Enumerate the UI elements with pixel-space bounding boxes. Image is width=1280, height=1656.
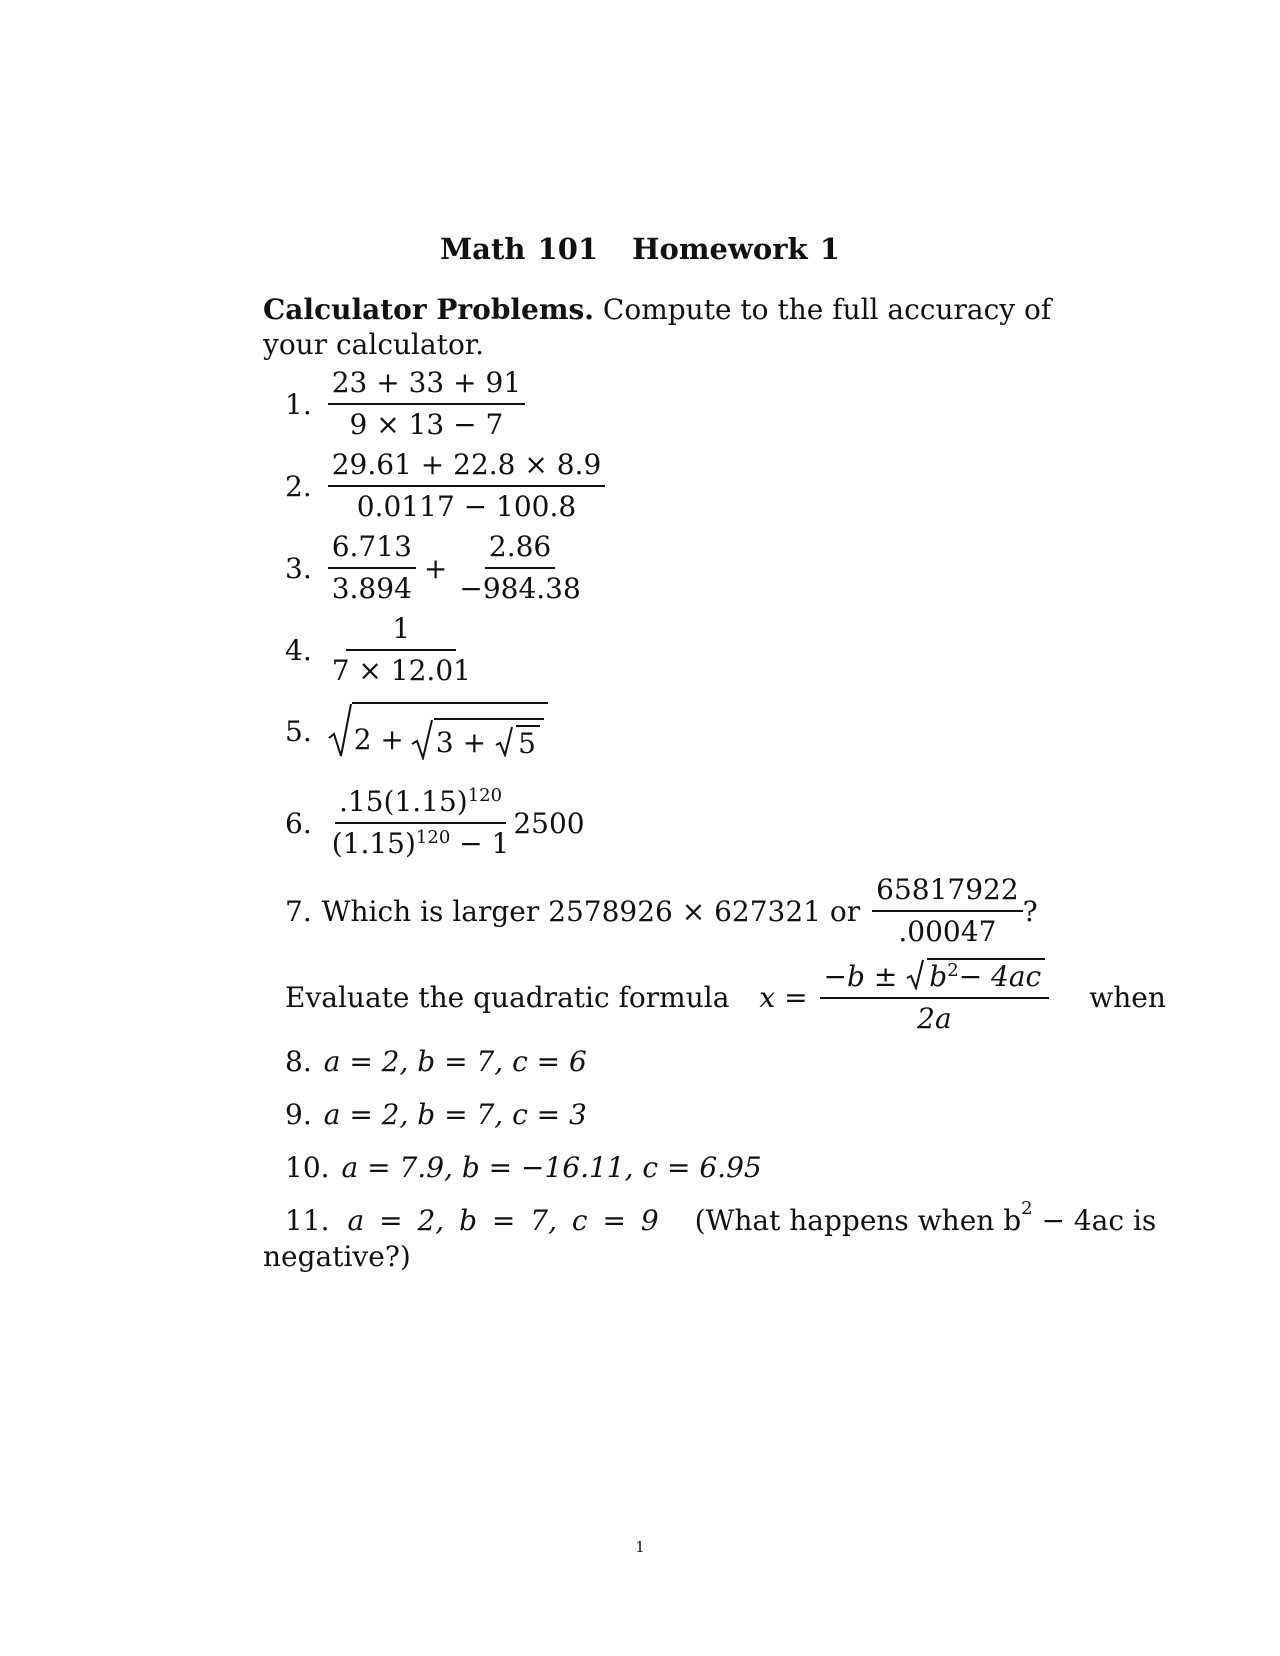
- problem-number: 11.: [285, 1204, 330, 1237]
- problem-6: [285, 785, 585, 861]
- formula-lhs: x =: [759, 980, 808, 1014]
- denominator: 3.894: [331, 572, 412, 605]
- denominator: 7 × 12.01: [331, 654, 471, 687]
- denominator-tail: − 1: [450, 827, 510, 860]
- problem-5: [285, 702, 548, 760]
- radical-sign-icon: [328, 702, 352, 758]
- fraction-a: [328, 530, 416, 606]
- discriminant-tail: − 4ac: [958, 960, 1042, 993]
- assignment-name: Homework 1: [632, 232, 840, 266]
- numerator: 29.61 + 22.8 × 8.9: [328, 448, 606, 487]
- denominator: −984.38: [459, 572, 581, 605]
- numerator: 1: [346, 612, 456, 651]
- numerator: 65817922: [872, 873, 1023, 912]
- page-title: [0, 232, 1280, 266]
- section-heading: Calculator Problems.: [263, 293, 595, 326]
- problem-number: 10.: [285, 1151, 330, 1184]
- case-values: a = 2, b = 7, c = 9: [347, 1204, 659, 1237]
- outer-term: 2 +: [353, 722, 404, 756]
- numerator: 2.86: [485, 530, 555, 569]
- problem-7: [285, 873, 1038, 949]
- numerator: 6.713: [328, 530, 416, 569]
- middle-radicand: [434, 718, 544, 760]
- fraction: [328, 448, 606, 524]
- discriminant: [927, 958, 1045, 994]
- plus-operator: +: [423, 551, 448, 585]
- case-note: [694, 1198, 1157, 1237]
- outer-radicand: [352, 702, 548, 760]
- inner-root: [492, 725, 540, 760]
- note-text-b: − 4ac is: [1032, 1204, 1157, 1237]
- instructions: [263, 292, 1088, 362]
- problem-3: [285, 530, 585, 606]
- problem-number: 9.: [285, 1098, 312, 1131]
- numerator-exponent: 120: [467, 785, 503, 806]
- numerator-prefix: −b ±: [823, 960, 898, 993]
- question-mark: ?: [1022, 894, 1038, 928]
- multiplier: 2500: [513, 806, 585, 840]
- middle-root: [410, 718, 544, 760]
- problem-9: [285, 1098, 587, 1131]
- numerator-base: .15(1.15): [338, 785, 468, 818]
- problem-number: 3.: [285, 551, 312, 585]
- radical-sign-icon: [492, 725, 516, 757]
- denominator: 2a: [917, 1002, 952, 1035]
- problem-1: [285, 366, 525, 442]
- problem-number: 5.: [285, 714, 312, 748]
- fraction: [872, 873, 1023, 949]
- discriminant-exponent: 2: [947, 960, 959, 981]
- problem-2: [285, 448, 605, 524]
- fraction-b: [455, 530, 584, 606]
- problem-number: 2.: [285, 469, 312, 503]
- note-exponent: 2: [1021, 1198, 1033, 1219]
- case-values: a = 7.9, b = −16.11, c = 6.95: [341, 1151, 762, 1184]
- numerator: [820, 958, 1050, 999]
- problem-number: 4.: [285, 633, 312, 667]
- quadratic-fraction: [820, 958, 1050, 1036]
- numerator: [335, 785, 506, 824]
- problem-8: [285, 1045, 587, 1078]
- radical-sign-icon: [903, 958, 927, 990]
- problem-number: 6.: [285, 806, 312, 840]
- note-text-a: (What happens when b: [694, 1204, 1022, 1237]
- quadratic-trail: when: [1089, 980, 1166, 1014]
- fraction: [328, 785, 514, 861]
- problem-11-continuation: negative?): [263, 1240, 411, 1273]
- quadratic-lead: Evaluate the quadratic formula: [285, 980, 730, 1014]
- quadratic-formula-line: [285, 958, 1166, 1036]
- numerator: 23 + 33 + 91: [328, 366, 525, 405]
- fraction: [328, 366, 525, 442]
- denominator-base: (1.15): [331, 827, 416, 860]
- denominator: 0.0117 − 100.8: [356, 490, 577, 523]
- denominator: .00047: [898, 915, 997, 948]
- course-name: Math 101: [440, 232, 599, 266]
- fraction: [328, 612, 475, 688]
- problem-number: 8.: [285, 1045, 312, 1078]
- section-text: Compute to the full accuracy of your calculator.: [263, 293, 1052, 361]
- discriminant-b: b: [929, 960, 948, 993]
- problem-number: 1.: [285, 387, 312, 421]
- denominator: [328, 824, 514, 861]
- radical-sign-icon: [410, 718, 434, 760]
- denominator-exponent: 120: [415, 827, 451, 848]
- case-values: a = 2, b = 7, c = 6: [323, 1045, 587, 1078]
- problem-11: [285, 1198, 1157, 1237]
- inner-term: 5: [516, 725, 540, 760]
- denominator: 9 × 13 − 7: [349, 408, 504, 441]
- outer-root: [328, 702, 548, 760]
- page-number: 1: [635, 1538, 645, 1556]
- problem-10: [285, 1151, 762, 1184]
- question-text: Which is larger 2578926 × 627321 or: [321, 894, 861, 928]
- problem-4: [285, 612, 475, 688]
- case-values: a = 2, b = 7, c = 3: [323, 1098, 587, 1131]
- problem-number: 7.: [285, 894, 312, 928]
- discriminant-root: [903, 958, 1045, 994]
- middle-term: 3 +: [435, 725, 487, 759]
